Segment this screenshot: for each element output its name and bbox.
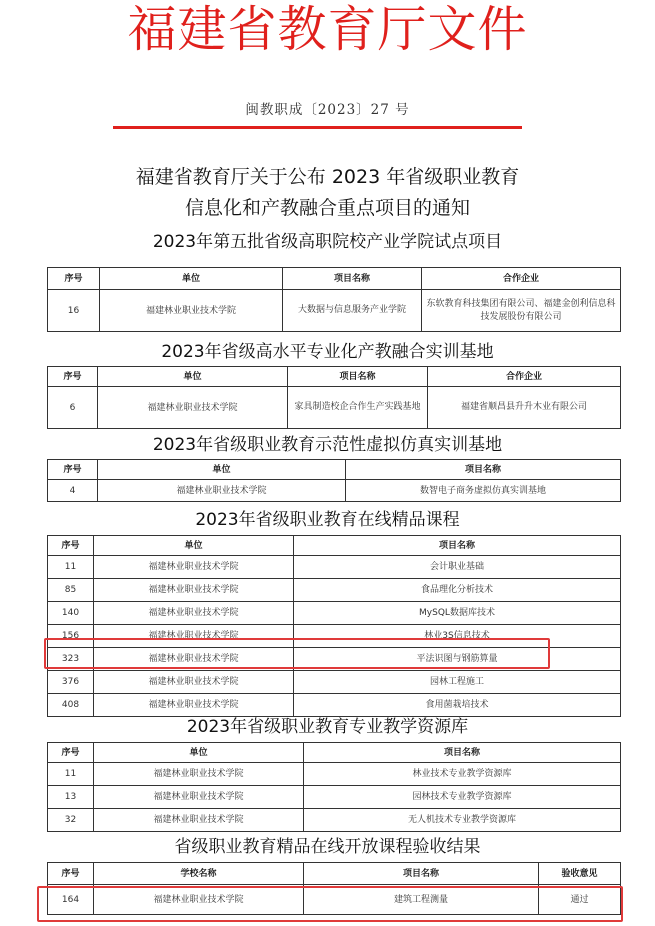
cell-project: 大数据与信息服务产业学院 (283, 290, 422, 332)
header-cell: 序号 (48, 863, 94, 885)
cell-project: 林业技术专业教学资源库 (304, 763, 621, 786)
section-title-industry-college: 2023年第五批省级高职院校产业学院试点项目 (152, 232, 503, 252)
notice-title-line-1: 福建省教育厅关于公布 2023 年省级职业教育 (135, 166, 520, 188)
cell-unit: 福建林业职业技术学院 (94, 671, 294, 694)
cell-unit: 福建林业职业技术学院 (94, 556, 294, 579)
table-header-row (48, 268, 621, 290)
red-divider-line (113, 126, 522, 129)
table-row-highlighted (48, 648, 621, 671)
cell-number: 13 (48, 786, 94, 809)
section-title-resource-library: 2023年省级职业教育专业教学资源库 (186, 717, 469, 737)
table-row (48, 763, 621, 786)
header-cell: 项目名称 (283, 268, 422, 290)
table-row (48, 809, 621, 832)
section-title-virtual-simulation: 2023年省级职业教育示范性虚拟仿真实训基地 (152, 435, 503, 455)
cell-number: 376 (48, 671, 94, 694)
header-cell: 项目名称 (346, 460, 621, 480)
cell-partner: 东软教育科技集团有限公司、福建金创利信息科技发展股份有限公司 (422, 290, 621, 332)
header-cell: 项目名称 (288, 367, 428, 387)
header-cell: 序号 (48, 268, 100, 290)
cell-unit: 福建林业职业技术学院 (94, 694, 294, 717)
section-title-acceptance-results: 省级职业教育精品在线开放课程验收结果 (174, 837, 481, 857)
cell-partner: 福建省顺昌县升升木业有限公司 (428, 387, 621, 429)
header-cell: 单位 (94, 743, 304, 763)
training-base-table (47, 366, 621, 429)
table-row (48, 786, 621, 809)
acceptance-results-table (47, 862, 621, 915)
cell-unit: 福建林业职业技术学院 (94, 602, 294, 625)
cell-project: 会计职业基础 (294, 556, 621, 579)
table-row-highlighted (48, 885, 621, 915)
cell-unit: 福建林业职业技术学院 (94, 579, 294, 602)
cell-unit: 福建林业职业技术学院 (98, 387, 288, 429)
header-cell: 序号 (48, 367, 98, 387)
header-cell: 项目名称 (304, 863, 539, 885)
table-header-row (48, 743, 621, 763)
section-title-training-base: 2023年省级高水平专业化产教融合实训基地 (161, 342, 494, 362)
header-cell: 序号 (48, 743, 94, 763)
header-cell: 序号 (48, 460, 98, 480)
table-row (48, 290, 621, 332)
table-row (48, 387, 621, 429)
cell-project: 林业3S信息技术 (294, 625, 621, 648)
cell-project: 园林工程施工 (294, 671, 621, 694)
cell-unit: 福建林业职业技术学院 (94, 625, 294, 648)
cell-number: 11 (48, 556, 94, 579)
cell-number: 4 (48, 480, 98, 502)
header-cell: 序号 (48, 536, 94, 556)
cell-project: 食品理化分析技术 (294, 579, 621, 602)
table-row (48, 480, 621, 502)
document-number: 闽教职成〔2023〕27 号 (245, 102, 410, 118)
table-header-row (48, 536, 621, 556)
cell-number: 11 (48, 763, 94, 786)
header-cell: 项目名称 (304, 743, 621, 763)
header-cell: 单位 (98, 460, 346, 480)
cell-unit: 福建林业职业技术学院 (94, 648, 294, 671)
cell-result: 通过 (539, 885, 621, 915)
table-header-row (48, 863, 621, 885)
cell-unit: 福建林业职业技术学院 (94, 809, 304, 832)
notice-title-line-2: 信息化和产教融合重点项目的通知 (184, 197, 470, 219)
cell-number: 140 (48, 602, 94, 625)
table-row (48, 694, 621, 717)
cell-number: 6 (48, 387, 98, 429)
cell-unit: 福建林业职业技术学院 (94, 763, 304, 786)
table-row (48, 602, 621, 625)
table-row (48, 579, 621, 602)
cell-project: 食用菌栽培技术 (294, 694, 621, 717)
table-header-row (48, 367, 621, 387)
cell-project: MySQL数据库技术 (294, 602, 621, 625)
header-cell: 验收意见 (539, 863, 621, 885)
cell-project: 无人机技术专业教学资源库 (304, 809, 621, 832)
cell-project: 数智电子商务虚拟仿真实训基地 (346, 480, 621, 502)
cell-project: 园林技术专业教学资源库 (304, 786, 621, 809)
cell-number: 408 (48, 694, 94, 717)
cell-number: 32 (48, 809, 94, 832)
cell-number: 164 (48, 885, 94, 915)
resource-library-table (47, 742, 621, 832)
table-header-row (48, 460, 621, 480)
masthead-title: 福建省教育厅文件 (127, 1, 528, 58)
cell-unit: 福建林业职业技术学院 (98, 480, 346, 502)
header-cell: 单位 (98, 367, 288, 387)
cell-unit: 福建林业职业技术学院 (94, 885, 304, 915)
header-cell: 项目名称 (294, 536, 621, 556)
virtual-simulation-table (47, 459, 621, 502)
cell-number: 85 (48, 579, 94, 602)
table-row (48, 625, 621, 648)
table-row (48, 556, 621, 579)
cell-project: 平法识图与钢筋算量 (294, 648, 621, 671)
cell-number: 156 (48, 625, 94, 648)
cell-unit: 福建林业职业技术学院 (94, 786, 304, 809)
table-row (48, 671, 621, 694)
online-courses-table (47, 535, 621, 717)
cell-number: 323 (48, 648, 94, 671)
industry-college-table (47, 267, 621, 332)
section-title-online-courses: 2023年省级职业教育在线精品课程 (195, 510, 460, 530)
cell-project: 家具制造校企合作生产实践基地 (288, 387, 428, 429)
header-cell: 单位 (100, 268, 283, 290)
header-cell: 合作企业 (428, 367, 621, 387)
header-cell: 单位 (94, 536, 294, 556)
header-cell: 合作企业 (422, 268, 621, 290)
cell-unit: 福建林业职业技术学院 (100, 290, 283, 332)
cell-number: 16 (48, 290, 100, 332)
cell-project: 建筑工程测量 (304, 885, 539, 915)
header-cell: 学校名称 (94, 863, 304, 885)
